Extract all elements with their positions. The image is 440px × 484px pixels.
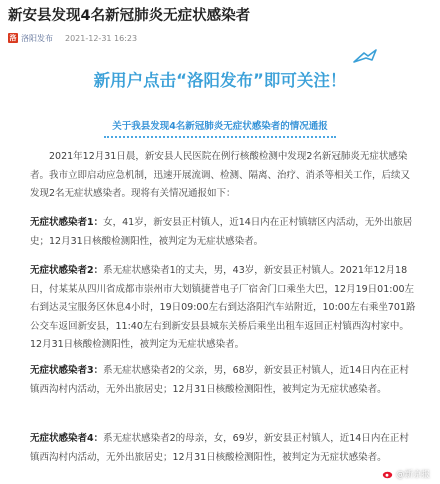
- case-3-paragraph: [30, 362, 416, 399]
- case-2-label: 无症状感染者2：: [30, 265, 104, 276]
- article-headline: 新安县发现4名新冠肺炎无症状感染者: [8, 8, 251, 24]
- case-2-text: 系无症状感染者1的丈夫，男，43岁，新安县正村镇人。2021年12月18日，付某某从四川省成都市崇州市大划镇捷普电子厂宿舍门口乘坐大巴，12月19日01:00左右到达灵宝服务区休息4小时，19日09:00左右到达洛阳汽车站附近，10:00左右乘坐701路公交车返回新安县，11:40左右到新安县县城东关桥后乘坐出租车返回正村镇西沟村家中。12月31日核酸检测阳性，被判定为无症状感染者。: [30, 265, 416, 350]
- case-3-label: 无症状感染者3：: [30, 365, 104, 376]
- weibo-logo-icon: [382, 469, 394, 479]
- case-3-text: 系无症状感染者2的父亲，男，68岁，新安县正村镇人，近14日内在正村镇西沟村内活动，无外出旅居史；12月31日核酸检测阳性，被判定为无症状感染者。: [30, 365, 409, 395]
- weibo-watermark: [382, 468, 430, 480]
- case-4-paragraph: [30, 430, 416, 467]
- case-1-paragraph: [30, 214, 416, 251]
- follow-banner[interactable]: 新用户点击“洛阳发布”即可关注！: [93, 71, 347, 90]
- case-4-text: 系无症状感染者2的母亲，女，69岁，新安县正村镇人，近14日内在正村镇西沟村内活动，无外出旅居史；12月31日核酸检测阳性，被判定为无症状感染者。: [30, 433, 409, 463]
- title-divider: [104, 136, 336, 138]
- hand-pointer-icon: [352, 48, 378, 66]
- case-1-label: 无症状感染者1：: [30, 217, 104, 228]
- article-meta: [8, 31, 137, 45]
- case-2-paragraph: [30, 262, 416, 355]
- article-source-link[interactable]: 洛阳发布: [21, 33, 53, 43]
- case-1-text: 女，41岁，新安县正村镇人，近14日内在正村镇辖区内活动，无外出旅居史；12月31日核酸检测阳性，被判定为无症状感染者。: [30, 217, 413, 247]
- article-datetime: 2021-12-31 16:23: [65, 33, 138, 43]
- watermark-text: @新京报: [395, 470, 430, 480]
- case-4-label: 无症状感染者4：: [30, 433, 104, 444]
- notice-intro: [30, 148, 416, 204]
- source-logo-icon: 洛: [9, 34, 17, 42]
- notice-title: 关于我县发现4名新冠肺炎无症状感染者的情况通报: [112, 121, 328, 132]
- intro-text: 2021年12月31日晨，新安县人民医院在例行核酸检测中发现2名新冠肺炎无症状感染者。我市立即启动应急机制，迅速开展流调、检测、隔离、治疗、消杀等相关工作，后续又发现2名无症状感染者。现将有关情况通报如下：: [30, 151, 411, 199]
